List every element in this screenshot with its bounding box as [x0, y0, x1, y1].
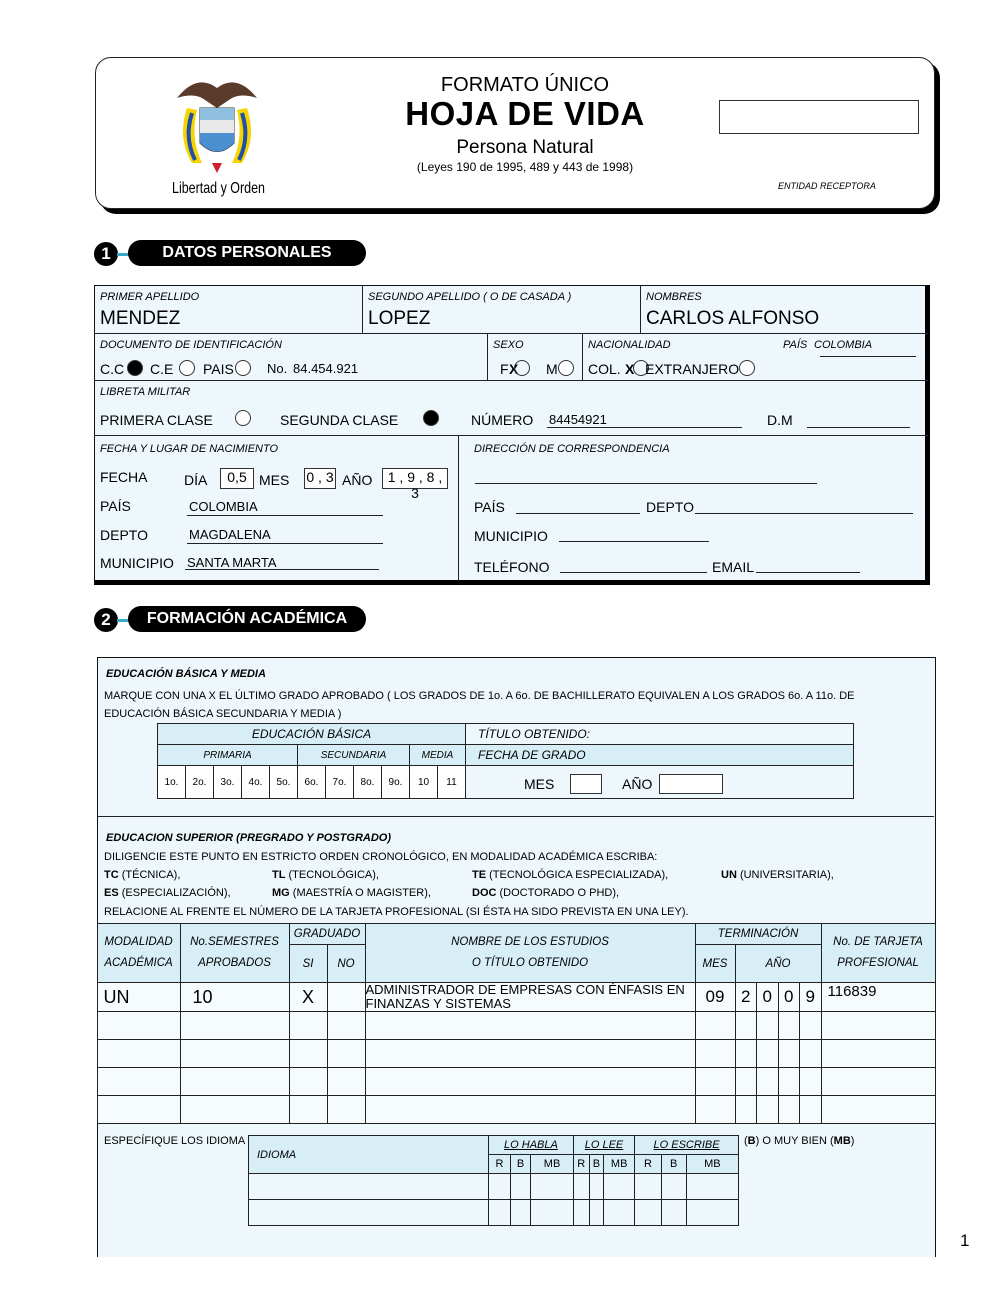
- code-es: ES (ESPECIALIZACIÓN),: [104, 887, 231, 899]
- cc-label: C.C: [100, 361, 125, 377]
- nombre-estudios-cell[interactable]: [365, 1012, 695, 1040]
- sexo-label: SEXO: [493, 339, 524, 351]
- semestres-cell[interactable]: 10: [180, 983, 289, 1012]
- telefono-field[interactable]: [560, 572, 707, 573]
- libreta-numero-label: NÚMERO: [471, 412, 534, 428]
- nombre-estudios-cell[interactable]: [365, 1068, 695, 1096]
- terminacion-anio-digit[interactable]: [800, 1040, 822, 1068]
- level-mb: MB: [604, 1155, 635, 1174]
- formacion-academica-form: [97, 657, 936, 1257]
- grado-anio-field[interactable]: [659, 774, 723, 794]
- level-r: R: [635, 1155, 662, 1174]
- graduado-si-cell[interactable]: [289, 1040, 327, 1068]
- page-subtitle: Persona Natural: [456, 137, 594, 158]
- correspondencia-label: DIRECCIÓN DE CORRESPONDENCIA: [474, 443, 670, 455]
- segundo-apellido-value: LOPEZ: [368, 308, 431, 329]
- col-modalidad: MODALIDAD ACADÉMICA: [97, 924, 180, 983]
- section-title-datos-personales: DATOS PERSONALES: [128, 240, 366, 266]
- col-terminacion: TERMINACIÓN: [695, 924, 821, 945]
- tarjeta-cell[interactable]: [821, 1068, 935, 1096]
- terminacion-anio-digit[interactable]: [757, 1040, 779, 1068]
- direccion-field[interactable]: [475, 483, 817, 484]
- graduado-no-cell[interactable]: [327, 1040, 365, 1068]
- lo-escribe-header: LO ESCRIBE: [635, 1136, 739, 1155]
- ce-radio[interactable]: [179, 360, 195, 376]
- col-no: NO: [327, 945, 365, 983]
- col-nombre: NOMBRE DE LOS ESTUDIOS O TÍTULO OBTENIDO: [365, 924, 695, 983]
- modalidad-cell[interactable]: [97, 1068, 180, 1096]
- fecha-label: FECHA: [100, 469, 148, 485]
- nombre-estudios-cell[interactable]: [365, 1040, 695, 1068]
- ce-label: C.E: [150, 361, 174, 377]
- level-cell[interactable]: [573, 1200, 589, 1226]
- dia-label: DÍA: [184, 472, 208, 488]
- terminacion-mes-cell[interactable]: [695, 1040, 735, 1068]
- graduado-si-cell[interactable]: [289, 1012, 327, 1040]
- nombres-value: CARLOS ALFONSO: [646, 308, 820, 329]
- level-cell[interactable]: [489, 1174, 511, 1200]
- terminacion-anio-digit[interactable]: [778, 1068, 800, 1096]
- lo-habla-header: LO HABLA: [489, 1136, 574, 1155]
- terminacion-anio-digit[interactable]: [735, 1012, 757, 1040]
- corr-pais-field[interactable]: [516, 513, 640, 514]
- level-cell[interactable]: [661, 1174, 686, 1200]
- terminacion-anio-digit[interactable]: [757, 1096, 779, 1124]
- cc-radio[interactable]: [127, 360, 143, 376]
- correspondencia-cell: [459, 436, 928, 581]
- colombia-coat-of-arms-icon: [162, 68, 272, 178]
- sexo-m-radio[interactable]: [558, 360, 574, 376]
- tarjeta-cell[interactable]: [821, 1012, 935, 1040]
- nacionalidad-label: NACIONALIDAD: [588, 339, 671, 351]
- nac-depto-value[interactable]: MAGDALENA: [189, 527, 271, 542]
- fecha-grado-cell: [466, 766, 854, 799]
- grade-cell[interactable]: 4o.: [242, 766, 270, 799]
- level-cell[interactable]: [635, 1200, 662, 1226]
- level-cell[interactable]: [489, 1200, 511, 1226]
- entidad-receptora-label: ENTIDAD RECEPTORA: [778, 181, 876, 191]
- educacion-basica-table: [157, 723, 854, 799]
- superior-line1: DILIGENCIE ESTE PUNTO EN ESTRICTO ORDEN CRONOLÓGICO, EN MODALIDAD ACADÉMICA ESCRIBA:: [104, 851, 658, 863]
- pais-nac-value: COLOMBIA: [814, 339, 873, 351]
- code-tc: TC (TÉCNICA),: [104, 869, 181, 881]
- form-label: FORMATO ÚNICO: [440, 74, 610, 96]
- terminacion-anio-digit[interactable]: [735, 1040, 757, 1068]
- libreta-label: LIBRETA MILITAR: [100, 386, 191, 398]
- semestres-cell[interactable]: [180, 1040, 289, 1068]
- table-row: [97, 1040, 935, 1068]
- corr-pais-label: PAÍS: [474, 499, 505, 515]
- corr-depto-field[interactable]: [695, 513, 913, 514]
- sexo-f-label: F: [500, 361, 509, 377]
- dm-field[interactable]: [807, 427, 910, 428]
- nombre-estudios-cell[interactable]: [365, 1096, 695, 1124]
- level-b: B: [589, 1155, 604, 1174]
- modalidad-cell[interactable]: UN: [97, 983, 180, 1012]
- terminacion-anio-digit[interactable]: 0: [778, 983, 800, 1012]
- documento-cell: [95, 334, 488, 381]
- grade-cell[interactable]: 3o.: [214, 766, 242, 799]
- level-cell[interactable]: [604, 1200, 635, 1226]
- email-field[interactable]: [756, 572, 860, 573]
- nombres-label: NOMBRES: [646, 291, 702, 303]
- primera-clase-radio[interactable]: [235, 410, 251, 426]
- col-semestres: No.SEMESTRES APROBADOS: [180, 924, 289, 983]
- level-cell[interactable]: [686, 1174, 738, 1200]
- table-row: [97, 983, 935, 1012]
- fecha-grado-label: FECHA DE GRADO: [466, 745, 854, 766]
- pais-nac-underline: [820, 356, 916, 357]
- emblem-caption: Libertad y Orden: [172, 180, 265, 197]
- email-label: EMAIL: [712, 559, 755, 575]
- col-graduado: GRADUADO: [289, 924, 365, 945]
- section-title-formacion-academica: FORMACIÓN ACADÉMICA: [128, 606, 366, 632]
- secundaria-label: SECUNDARIA: [298, 745, 410, 766]
- nac-depto-underline: [187, 543, 383, 544]
- libreta-numero-value[interactable]: 84454921: [549, 412, 607, 427]
- extranjero-radio[interactable]: [739, 360, 755, 376]
- primer-apellido-cell[interactable]: [95, 286, 363, 334]
- grade-cell[interactable]: 9o.: [382, 766, 410, 799]
- terminacion-anio-digit[interactable]: 2: [735, 983, 757, 1012]
- dia-field[interactable]: 0,5: [220, 468, 254, 489]
- segundo-apellido-label: SEGUNDO APELLIDO ( O DE CASADA ): [368, 291, 572, 303]
- terminacion-mes-cell[interactable]: [695, 1068, 735, 1096]
- graduado-no-cell[interactable]: [327, 1012, 365, 1040]
- level-mb: MB: [531, 1155, 574, 1174]
- terminacion-anio-digit[interactable]: [778, 1096, 800, 1124]
- anio-label: AÑO: [342, 472, 373, 488]
- divider: [98, 816, 934, 817]
- grade-cell[interactable]: 8o.: [354, 766, 382, 799]
- level-cell[interactable]: [635, 1174, 662, 1200]
- col-mes: MES: [695, 945, 735, 983]
- col-anio: AÑO: [735, 945, 821, 983]
- table-row: [97, 1012, 935, 1040]
- telefono-label: TELÉFONO: [474, 559, 550, 575]
- semestres-cell[interactable]: [180, 1068, 289, 1096]
- libreta-numero-underline: [547, 427, 742, 428]
- nac-municipio-underline: [185, 569, 379, 570]
- primera-clase-label: PRIMERA CLASE: [100, 412, 213, 428]
- terminacion-anio-digit[interactable]: [757, 1068, 779, 1096]
- level-cell[interactable]: [686, 1200, 738, 1226]
- pais-doc-label: PAIS: [203, 361, 234, 377]
- segundo-apellido-cell[interactable]: [363, 286, 641, 334]
- laws-reference: (Leyes 190 de 1995, 489 y 443 de 1998): [416, 160, 634, 174]
- media-label: MEDIA: [410, 745, 466, 766]
- code-un: UN (UNIVERSITARIA),: [721, 869, 834, 881]
- grade-cell[interactable]: 6o.: [298, 766, 326, 799]
- idioma-header: IDIOMA: [249, 1136, 489, 1174]
- idioma-cell[interactable]: [249, 1174, 489, 1200]
- segunda-clase-label: SEGUNDA CLASE: [280, 412, 399, 428]
- extranjero-label: EXTRANJERO: [645, 361, 740, 377]
- corr-municipio-label: MUNICIPIO: [474, 528, 548, 544]
- tarjeta-cell[interactable]: [821, 1040, 935, 1068]
- corr-municipio-field[interactable]: [559, 541, 709, 542]
- lo-lee-header: LO LEE: [573, 1136, 634, 1155]
- col-tarjeta: No. DE TARJETA PROFESIONAL: [821, 924, 935, 983]
- col-label: COL.: [588, 361, 621, 377]
- level-cell[interactable]: [589, 1200, 604, 1226]
- idioma-cell[interactable]: [249, 1200, 489, 1226]
- page-number: 1: [960, 1231, 970, 1250]
- idioma-row: [249, 1174, 739, 1200]
- code-te: TE (TECNOLÓGICA ESPECIALIZADA),: [472, 869, 669, 881]
- sexo-f-mark: X: [509, 361, 519, 377]
- level-cell[interactable]: [510, 1200, 530, 1226]
- code-mg: MG (MAESTRÍA O MAGISTER),: [272, 887, 431, 899]
- pais-nac-label: PAÍS: [783, 339, 808, 351]
- terminacion-mes-cell[interactable]: [695, 1012, 735, 1040]
- grade-cell[interactable]: 5o.: [270, 766, 298, 799]
- level-r: R: [573, 1155, 589, 1174]
- grade-cell[interactable]: 7o.: [326, 766, 354, 799]
- terminacion-anio-digit[interactable]: [800, 1012, 822, 1040]
- basica-instructions: MARQUE CON UNA X EL ÚLTIMO GRADO APROBADO ( LOS GRADOS DE 1o. A 6o. DE BACHILLERATO EQUIVALEN A LOS GRADOS 6o. A 11o. DE EDUCACIÓN BÁSICA SECUNDARIA Y MEDIA ): [104, 690, 855, 720]
- sexo-f-radio[interactable]: [514, 360, 530, 376]
- level-cell[interactable]: [604, 1174, 635, 1200]
- graduado-no-cell[interactable]: [327, 1068, 365, 1096]
- level-cell[interactable]: [531, 1174, 574, 1200]
- grade-cell[interactable]: 2o.: [186, 766, 214, 799]
- entidad-receptora-field[interactable]: [719, 100, 919, 134]
- level-cell[interactable]: [531, 1200, 574, 1226]
- graduado-si-cell[interactable]: X: [289, 983, 327, 1012]
- superior-line-last: RELACIONE AL FRENTE EL NÚMERO DE LA TARJETA PROFESIONAL (SI ÉSTA HA SIDO PREVISTA EN UNA LEY).: [104, 906, 689, 918]
- graduado-si-cell[interactable]: [289, 1096, 327, 1124]
- terminacion-anio-digit[interactable]: [735, 1096, 757, 1124]
- modalidad-cell[interactable]: [97, 1040, 180, 1068]
- nac-municipio-label: MUNICIPIO: [100, 555, 174, 571]
- table-row: [97, 1068, 935, 1096]
- nac-pais-underline: [187, 515, 383, 516]
- datos-personales-form: [94, 285, 930, 585]
- titulo-obtenido-label[interactable]: TÍTULO OBTENIDO:: [466, 724, 854, 745]
- page-title: HOJA DE VIDA: [405, 95, 645, 132]
- primer-apellido-value: MENDEZ: [100, 308, 181, 329]
- grade-cell[interactable]: 10: [410, 766, 438, 799]
- level-cell[interactable]: [573, 1174, 589, 1200]
- nac-depto-label: DEPTO: [100, 527, 148, 543]
- nac-pais-value[interactable]: COLOMBIA: [189, 499, 258, 514]
- doc-number-value[interactable]: 84.454.921: [293, 361, 359, 376]
- graduado-no-cell[interactable]: [327, 983, 365, 1012]
- idiomas-suffix: (B) O MUY BIEN (MB): [744, 1135, 855, 1147]
- terminacion-anio-digit[interactable]: [778, 1012, 800, 1040]
- nombre-estudios-cell[interactable]: ADMINISTRADOR DE EMPRESAS CON ÉNFASIS EN FINANZAS Y SISTEMAS: [365, 983, 695, 1012]
- terminacion-mes-cell[interactable]: [695, 1096, 735, 1124]
- semestres-cell[interactable]: [180, 1096, 289, 1124]
- level-mb: MB: [686, 1155, 738, 1174]
- sexo-cell: [488, 334, 583, 381]
- doc-number-label: No.: [267, 361, 288, 376]
- terminacion-anio-digit[interactable]: [735, 1068, 757, 1096]
- graduado-no-cell[interactable]: [327, 1096, 365, 1124]
- superior-heading: EDUCACION SUPERIOR (PREGRADO Y POSTGRADO): [106, 832, 392, 844]
- grado-mes-field[interactable]: [570, 774, 602, 794]
- nacimiento-label: FECHA Y LUGAR DE NACIMIENTO: [100, 443, 279, 455]
- documento-label: DOCUMENTO DE IDENTIFICACIÓN: [100, 339, 282, 351]
- table-row: [97, 1096, 935, 1124]
- basica-heading: EDUCACIÓN BÁSICA Y MEDIA: [106, 668, 266, 680]
- libreta-militar-cell: [95, 381, 928, 436]
- semestres-cell[interactable]: [180, 1012, 289, 1040]
- grade-cell[interactable]: 11: [438, 766, 466, 799]
- terminacion-anio-digit[interactable]: 0: [757, 983, 779, 1012]
- modalidad-cell[interactable]: [97, 1012, 180, 1040]
- level-cell[interactable]: [510, 1174, 530, 1200]
- grade-cell[interactable]: 1o.: [158, 766, 186, 799]
- level-cell[interactable]: [589, 1174, 604, 1200]
- nac-pais-label: PAÍS: [100, 498, 131, 514]
- mes-label: MES: [259, 472, 290, 488]
- primer-apellido-label: PRIMER APELLIDO: [100, 291, 200, 303]
- idiomas-table: [248, 1135, 739, 1226]
- primaria-label: PRIMARIA: [158, 745, 298, 766]
- idioma-row: [249, 1200, 739, 1226]
- level-b: B: [510, 1155, 530, 1174]
- graduado-si-cell[interactable]: [289, 1068, 327, 1096]
- terminacion-mes-cell[interactable]: 09: [695, 983, 735, 1012]
- corr-depto-label: DEPTO: [646, 499, 694, 515]
- nombres-cell[interactable]: [641, 286, 928, 334]
- col-mark: X: [625, 361, 635, 377]
- section-number: 1: [94, 242, 118, 266]
- grado-mes-label: MES: [524, 776, 555, 792]
- terminacion-anio-digit[interactable]: [757, 1012, 779, 1040]
- level-b: B: [661, 1155, 686, 1174]
- segunda-clase-radio[interactable]: [423, 410, 439, 426]
- nacionalidad-cell: [583, 334, 928, 381]
- code-doc: DOC (DOCTORADO O PHD),: [472, 887, 620, 899]
- grado-anio-label: AÑO: [622, 776, 653, 792]
- terminacion-anio-digit[interactable]: [778, 1040, 800, 1068]
- mes-field[interactable]: 0 , 3: [304, 468, 336, 489]
- nac-municipio-value[interactable]: SANTA MARTA: [187, 555, 277, 570]
- terminacion-anio-digit[interactable]: 9: [800, 983, 822, 1012]
- educacion-superior-table: [97, 923, 936, 1124]
- terminacion-anio-digit[interactable]: [800, 1096, 822, 1124]
- level-cell[interactable]: [661, 1200, 686, 1226]
- idiomas-intro: ESPECÍFIQUE LOS IDIOMA: [104, 1135, 246, 1147]
- tarjeta-cell[interactable]: [821, 1096, 935, 1124]
- terminacion-anio-digit[interactable]: [800, 1068, 822, 1096]
- educacion-basica-title: EDUCACIÓN BÁSICA: [158, 724, 466, 745]
- anio-field[interactable]: 1 , 9 , 8 , 3: [382, 468, 448, 489]
- col-si: SI: [289, 945, 327, 983]
- code-tl: TL (TECNOLÓGICA),: [272, 869, 379, 881]
- dm-label: D.M: [767, 412, 793, 428]
- modalidad-cell[interactable]: [97, 1096, 180, 1124]
- pais-doc-radio[interactable]: [235, 360, 251, 376]
- section-number: 2: [94, 608, 118, 632]
- sexo-m-label: M: [546, 361, 558, 377]
- level-r: R: [489, 1155, 511, 1174]
- tarjeta-cell[interactable]: 116839: [821, 983, 935, 1012]
- nacimiento-cell: [95, 436, 459, 581]
